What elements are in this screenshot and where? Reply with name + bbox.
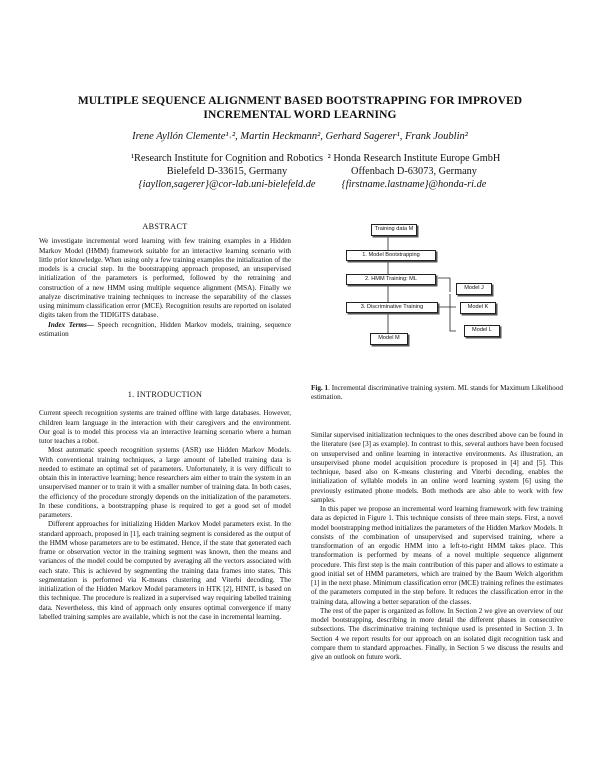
caption-label: Fig. 1 (311, 384, 329, 392)
right-column (311, 431, 563, 662)
connector-model-l (450, 294, 456, 331)
right-paragraph-1: Similar supervised initialization techniques to the ones described above can be found in the literature (see [3] as example). In contrast to this, several authors have been focused on unsupervised and online learning in interactive environments. As illustration, an unsupervised phone model acquisition procedure is proposed in [4] and [5]. This technique, based also on K-means clustering and Viterbi decoding, enables the initialization of syllable models in an online word learning system [6] using the previously estimated phone models. Both methods are also able to work with few samples. (311, 431, 563, 504)
left-column-intro (39, 390, 291, 622)
caption-text: . Incremental discriminative training system. ML stands for Maximum Likelihood estimation. (311, 384, 563, 402)
title-line-2: INCREMENTAL WORD LEARNING (203, 109, 397, 121)
affiliation-1-email: {iayllon,sagerer}@cor-lab.uni-bielefeld.de (138, 179, 316, 190)
right-paragraph-2: In this paper we propose an incremental word learning framework with few training data as depicted in Figure 1. This technique consists of three main steps. First, a novel model bootstrapping method initializes the parameters of the Hidden Markov Models. It consists of the combination of unsupervised and supervised training, where a transformation of an ergodic HMM into a left-to-right HMM takes place. This transformation is performed by means of a novel multiple sequence alignment procedure. This first step is the main contribution of this paper and allows to estimate a good initial set of HMM parameters, which are trained by the Baum Welch algorithm [1] in the next phase. Minimum classification error (MCE) training refines the estimates of the parameters computed in the step before. It reduces the classification error in the training data, allowing a better separation of the classes. (311, 505, 563, 606)
abstract-text: We investigate incremental word learning with few training examples in a Hidden Markov Model (HMM) framework suitable for an interactive learning scenario with little prior knowledge. When using only a few training examples the initialization of the models is a crucial step. In the bootstrapping approach proposed, an unsupervised initialization of the parameters is performed, followed by the retraining and construction of a new HMM using multiple sequence alignment (MSA). Finally we analyze discriminative training techniques to increase the separability of the classes using minimum classification error (MCE). Recognition results are reported on isolated digits taken from the TIDIGITS database. (39, 237, 291, 320)
connector-ml-to-model-j (438, 278, 450, 292)
figure-1-diagram (346, 220, 526, 355)
affiliation-2-email: {firstname.lastname}@honda-ri.de (341, 179, 487, 190)
index-terms-text: Speech recognition, Hidden Markov models, training, sequence estimation (39, 320, 291, 338)
paper-title (60, 94, 540, 122)
author-list: Irene Ayllón Clemente¹˒², Martin Heckmann², Gerhard Sagerer¹, Frank Joublin² (132, 131, 468, 142)
intro-paragraph-3: Different approaches for initializing Hidden Markov Model parameters exist. In the standard approach, proposed in [1], each training segment is considered as the output of the HMM whose parameters are to be estimated. Hence, if the state that generated each frame or observation vector in the training segment was known, then the means and variances of the model could be computed by averaging all the vectors associated with each state. This is achieved by segmenting the training data frames into states. This segmentation is performed via K-means clustering and Viterbi decoding. The initialization of the Hidden Markov Model parameters in HTK [2], HINIT, is based on this technique. The procedure is realized in a supervised way requiring labelled training data. Nevertheless, this kind of approach only ensures optimal convergence if many labelled training samples are available, which is not the case in incremental learning. (39, 520, 291, 621)
right-paragraph-3: The rest of the paper is organized as follow. In Section 2 we give an overview of our model bootstrapping, describing in more detail the different phases in consecutive subsections. The discriminative training technique used is presented in Section 3. In Section 4 we report results for our approach on an isolated digit recognition task and compare them to standard approaches. Finally, in Section 5 we discuss the results and give an outlook on future work. (311, 606, 563, 661)
model-bootstrapping-box: 1. Model Bootstrapping (346, 250, 436, 261)
affiliation-2 (289, 152, 539, 191)
model-j-box: Model J (456, 283, 492, 295)
model-m-box: Model M (370, 333, 408, 345)
affiliation-2-line-1: ² Honda Research Institute Europe GmbH (327, 153, 501, 164)
abstract-heading: ABSTRACT (142, 222, 188, 231)
affiliation-1-line-2: Bielefeld D-33615, Germany (166, 166, 288, 177)
introduction-heading: 1. INTRODUCTION (127, 390, 203, 399)
model-k-box: Model K (460, 302, 496, 314)
figure-1-caption (311, 384, 563, 403)
intro-paragraph-1: Current speech recognition systems are trained offline with large databases. However, children learn language in the interaction with their caregivers and the environment. Our goal is to model this process via an interactive learning scenario where a human tutor teaches a robot. (39, 409, 291, 445)
intro-paragraph-2: Most automatic speech recognition systems (ASR) use Hidden Markov Models. With conventional training techniques, a large amount of labelled training data is needed to estimate an optimal set of parameters. Unfortunately, it is very difficult to obtain this in interactive learning; hence researchers aim either to train the system in an unsupervised manner or to train it with a smaller number of training data. In both cases, the efficiency of the procedure strongly depends on the initialization of the parameters. In these conditions, a bootstrapping phase is required to get a good set of model parameters. (39, 446, 291, 519)
index-terms-label: Index Terms— (48, 320, 94, 329)
left-column (39, 222, 291, 339)
affiliation-2-line-2: Offenbach D-63073, Germany (351, 166, 477, 177)
index-terms (39, 321, 291, 340)
hmm-training-box: 2. HMM Training: ML (346, 274, 436, 285)
model-l-box: Model L (464, 325, 500, 337)
discriminative-training-box: 3. Discriminative Training (346, 302, 438, 313)
title-line-1: MULTIPLE SEQUENCE ALIGNMENT BASED BOOTSTRAPPING FOR IMPROVED (77, 95, 523, 107)
affiliation-1-line-1: ¹Research Institute for Cognition and Robotics (130, 153, 324, 164)
training-data-box: Training data M (371, 224, 417, 236)
